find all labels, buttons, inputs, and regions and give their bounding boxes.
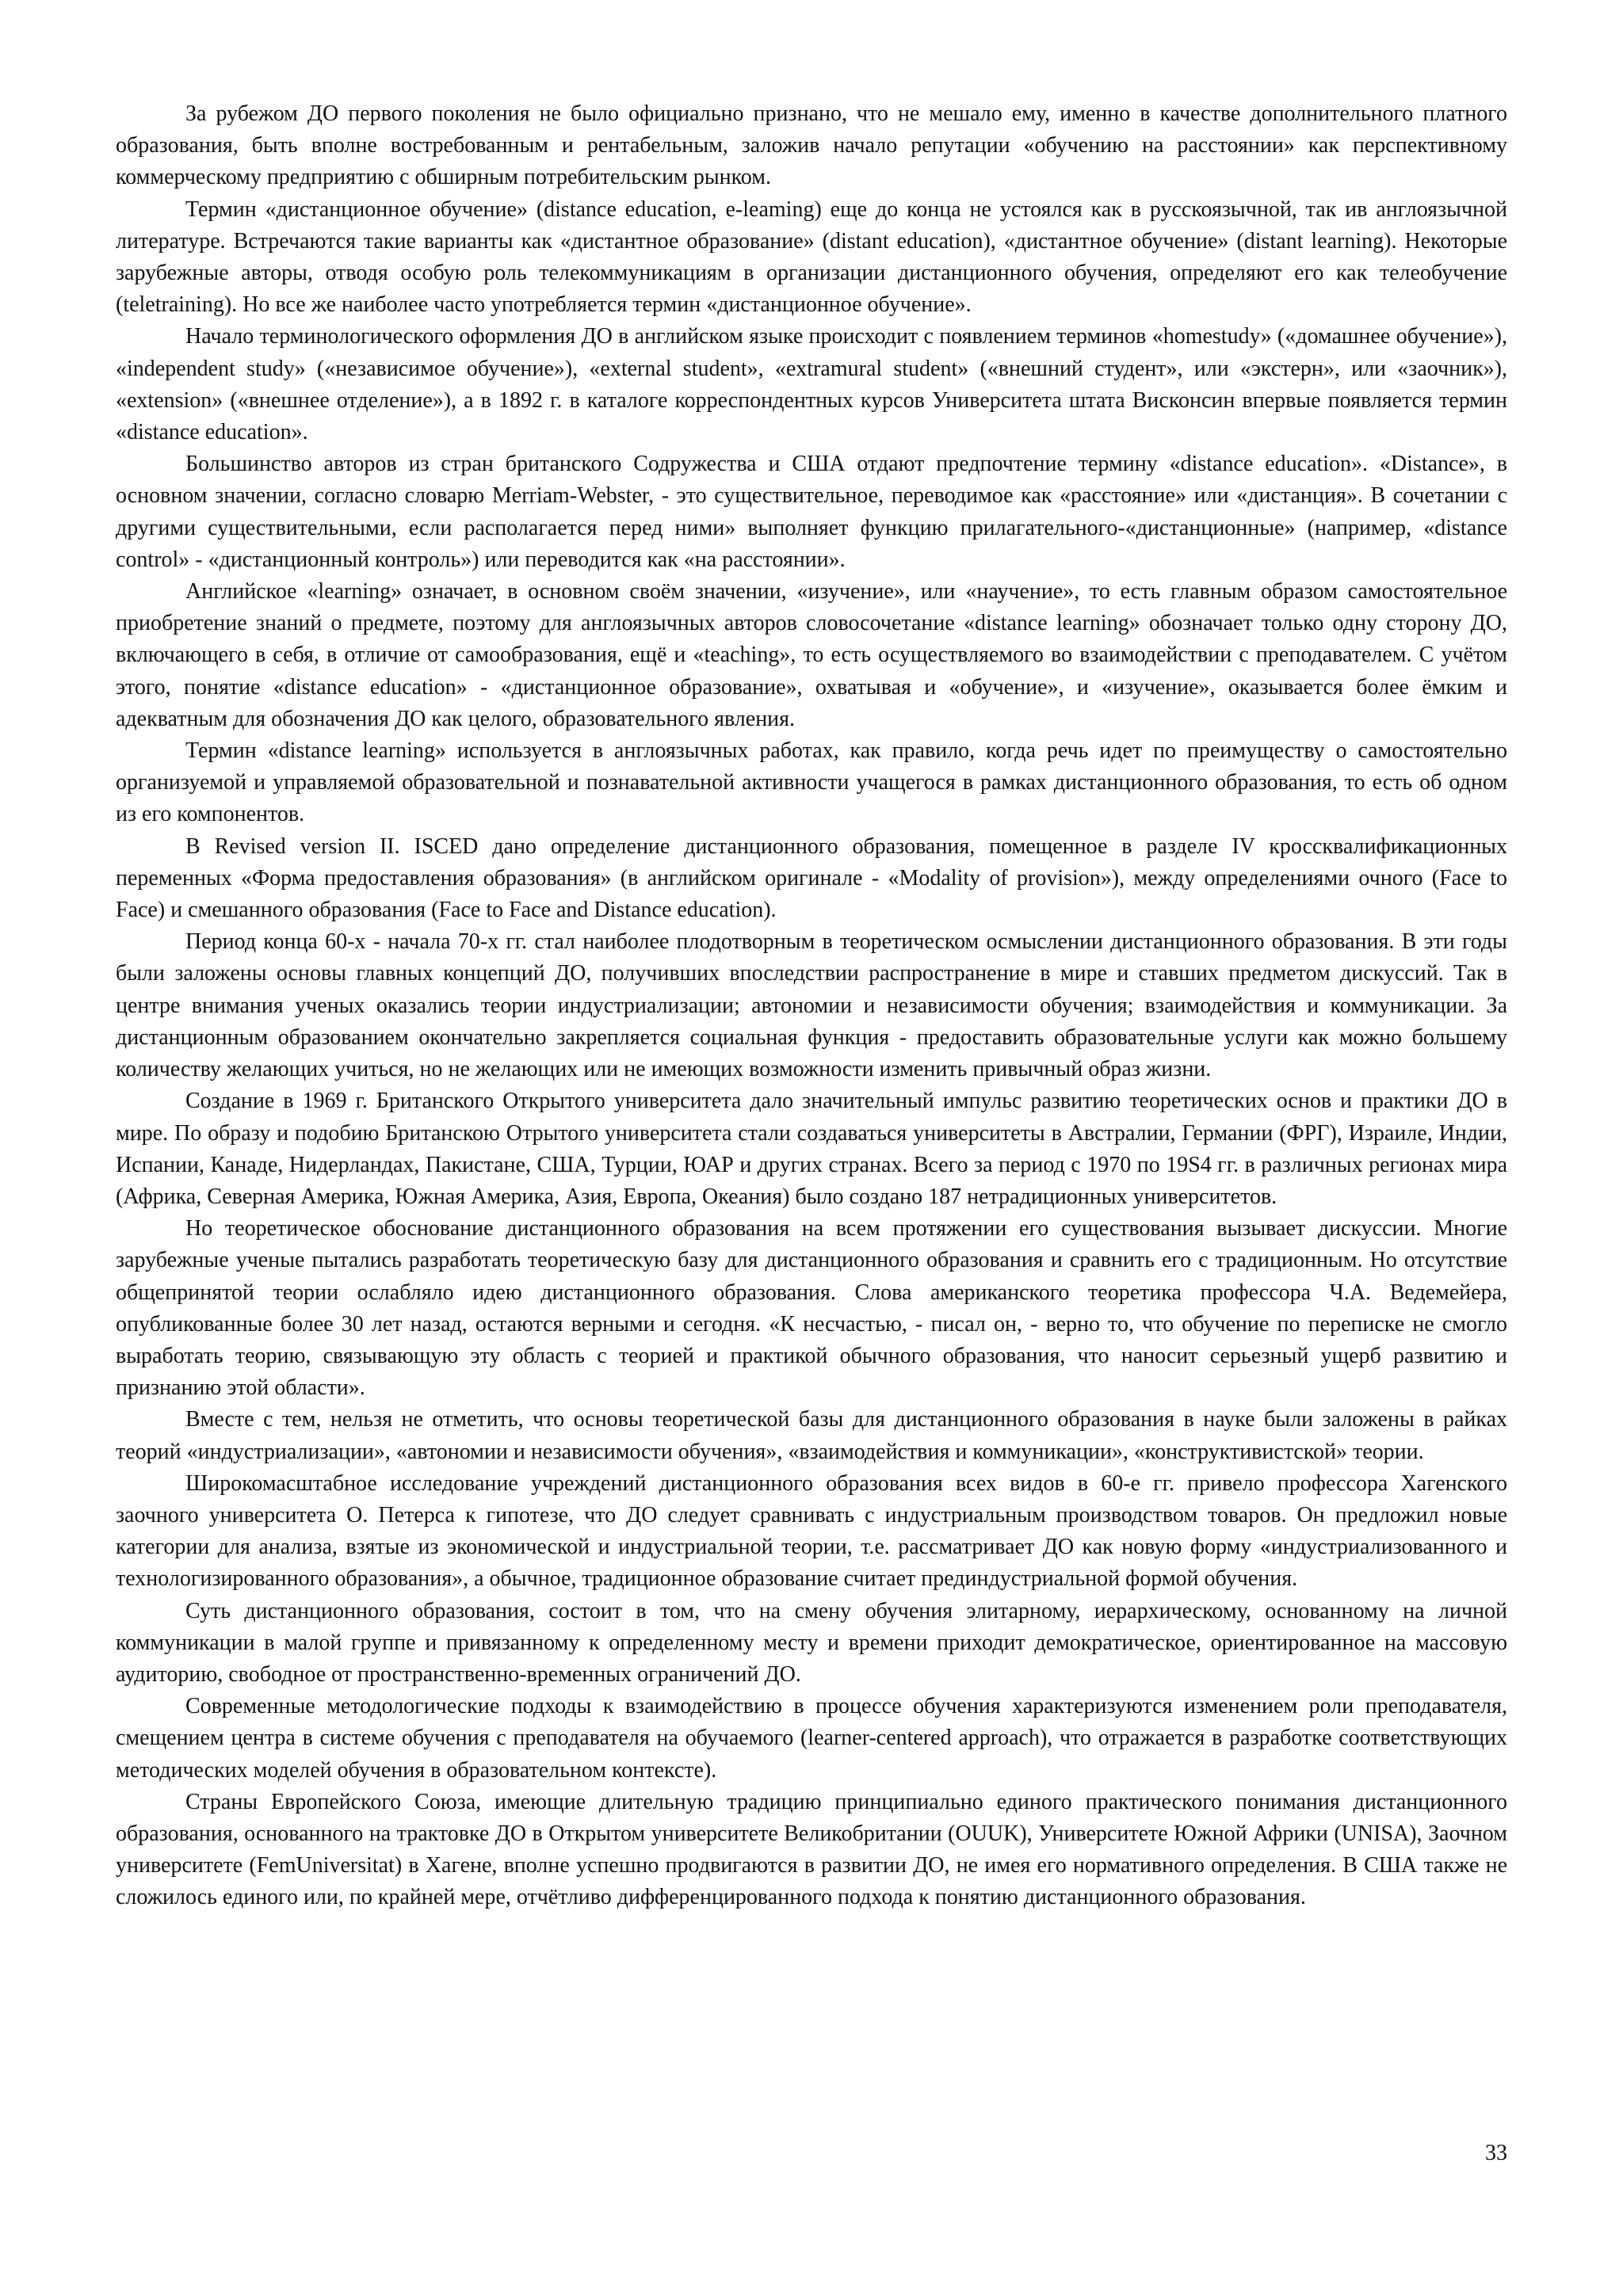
paragraph: Период конца 60-х - начала 70-х гг. стал наиболее плодотворным в теоретическом осмыслении дистанционного образования. В эти годы были заложены основы главных концепций ДО, получивших впоследствии распространение в мире и ставших предметом дискуссий. Так в центре внимания ученых оказались теории индустриализации; автономии и независимости обучения; взаимодействия и коммуникации. За дистанционным образованием окончательно закрепляется социальная функция - предоставить образовательные услуги как можно большему количеству желающих учиться, но не желающих или не имеющих возможности изменить привычный образ жизни.: [116, 929, 1507, 1082]
paragraph: Большинство авторов из стран британского Содружества и США отдают предпочтение термину «distance education». «Distance», в основном значении, согласно словарю Merriam-Webster, - это существительное, переводимое как «расстояние» или «дистанция». В сочетании с другими существительными, если располагается перед ними» выполняет функцию прилагательного-«дистанционные» (например, «distance control» - «дистанционный контроль») или переводится как «на расстоянии».: [116, 452, 1507, 572]
paragraph: За рубежом ДО первого поколения не было официально признано, что не мешало ему, именно в качестве дополнительного платного образования, быть вполне востребованным и рентабельным, заложив начало репутации «обучению на расстоянии» как перспективному коммерческому предприятию с обширным потребительским рынком.: [116, 101, 1507, 190]
paragraph: Современные методологические подходы к взаимодействию в процессе обучения характеризуются изменением роли преподавателя, смещением центра в системе обучения с преподавателя на обучаемого (learner-centered approach), что отражается в разработке соответствующих методических моделей обучения в образовательном контексте).: [116, 1694, 1507, 1783]
paragraph: Английское «learning» означает, в основном своём значении, «изучение», или «научение», то есть главным образом самостоятельное приобретение знаний о предмете, поэтому для англоязычных авторов словосочетание «distance learning» обозначает только одну сторону ДО, включающего в себя, в отличие от самообразования, ещё и «teaching», то есть осуществляемого во взаимодействии с преподавателем. С учётом этого, понятие «distance education» - «дистанционное образование», охватывая и «обучение», и «изучение», оказывается более ёмким и адекватным для обозначения ДО как целого, образовательного явления.: [116, 579, 1507, 731]
paragraph: Широкомасштабное исследование учреждений дистанционного образования всех видов в 60-е гг. привело профессора Хагенского заочного университета О. Петерса к гипотезе, что ДО следует сравнивать с индустриальным производством товаров. Он предложил новые категории для анализа, взятые из экономической и индустриальной теории, т.е. рассматривает ДО как новую форму «индустриализованного и технологизированного образования», а обычное, традиционное образование считает прединдустриальной формой обучения.: [116, 1470, 1507, 1592]
paragraph: В Revised version II. ISCED дано определение дистанционного образования, помещенное в разделе IV кроссквалификационных переменных «Форма предоставления образования» (в английском оригинале - «Modality of provision»), между определениями очного (Face to Face) и смешанного образования (Face to Face and Distance education).: [116, 833, 1507, 923]
paragraph: Термин «дистанционное обучение» (distance education, e-leaming) еще до конца не устоялся как в русскоязычной, так ив англоязычной литературе. Встречаются такие варианты как «дистантное образование» (distant education), «дистантное обучение» (distant learning). Некоторые зарубежные авторы, отводя особую роль телекоммуникациям в организации дистанционного обучения, определяют его как телеобучение (teletraining). Но все же наиболее часто употребляется термин «дистанционное обучение».: [116, 196, 1507, 318]
paragraph: Суть дистанционного образования, состоит в том, что на смену обучения элитарному, иерархическому, основанному на личной коммуникации в малой группе и привязанному к определенному месту и времени приходит демократическое, ориентированное на массовую аудиторию, свободное от пространственно-временных ограничений ДО.: [116, 1598, 1507, 1687]
paragraph: Термин «distance learning» используется в англоязычных работах, как правило, когда речь идет по преимуществу о самостоятельно организуемой и управляемой образовательной и познавательной активности учащегося в рамках дистанционного образования, то есть об одном из его компонентов.: [116, 738, 1507, 827]
page-number: 33: [1485, 2141, 1507, 2165]
paragraph: Создание в 1969 г. Британского Открытого университета дало значительный импульс развитию теоретических основ и практики ДО в мире. По образу и подобию Британскою Отрытого университета стали создаваться университеты в Австралии, Германии (ФРГ), Израиле, Индии, Испании, Канаде, Нидерландах, Пакистане, США, Турции, ЮАР и других странах. Всего за период с 1970 по 19S4 гг. в различных регионах мира (Африка, Северная Америка, Южная Америка, Азия, Европа, Океания) было создано 187 нетрадиционных университетов.: [116, 1089, 1507, 1209]
paragraph: Но теоретическое обоснование дистанционного образования на всем протяжении его существования вызывает дискуссии. Многие зарубежные ученые пытались разработать теоретическую базу для дистанционного образования и сравнить его с традиционным. Но отсутствие общепринятой теории ослабляло идею дистанционного образования. Слова американского теоретика профессора Ч.А. Ведемейера, опубликованные более 30 лет назад, остаются верными и сегодня. «К несчастью, - писал он, - верно то, что обучение по переписке не смогло выработать теорию, связывающую эту область с теорией и практикой обычного образования, что наносит серьезный ущерб развитию и признанию этой области».: [116, 1216, 1507, 1401]
paragraph: Начало терминологического оформления ДО в английском языке происходит с появлением терминов «homestudy» («домашнее обучение»), «independent study» («независимое обучение»), «external student», «extramural student» («внешний студент», или «экстерн», или «заочник»), «extension» («внешнее отделение»), а в 1892 г. в каталоге корреспондентных курсов Университета штата Висконсин впервые появляется термин «distance education».: [116, 324, 1507, 445]
paragraph: Вместе с тем, нельзя не отметить, что основы теоретической базы для дистанционного образования в науке были заложены в райках теорий «индустриализации», «автономии и независимости обучения», «взаимодействия и коммуникации», «конструктивистской» теории.: [116, 1407, 1507, 1464]
paragraph: Страны Европейского Союза, имеющие длительную традицию принципиально единого практического понимания дистанционного образования, основанного на трактовке ДО в Открытом университете Великобритании (OUUK), Университете Южной Африки (UNISA), Заочном университете (FemUniversitat) в Хагене, вполне успешно продвигаются в развитии ДО, не имея его нормативного определения. В США также не сложилось единого или, по крайней мере, отчётливо дифференцированного подхода к понятию дистанционного образования.: [116, 1789, 1507, 1910]
document-body: [116, 98, 1507, 1914]
